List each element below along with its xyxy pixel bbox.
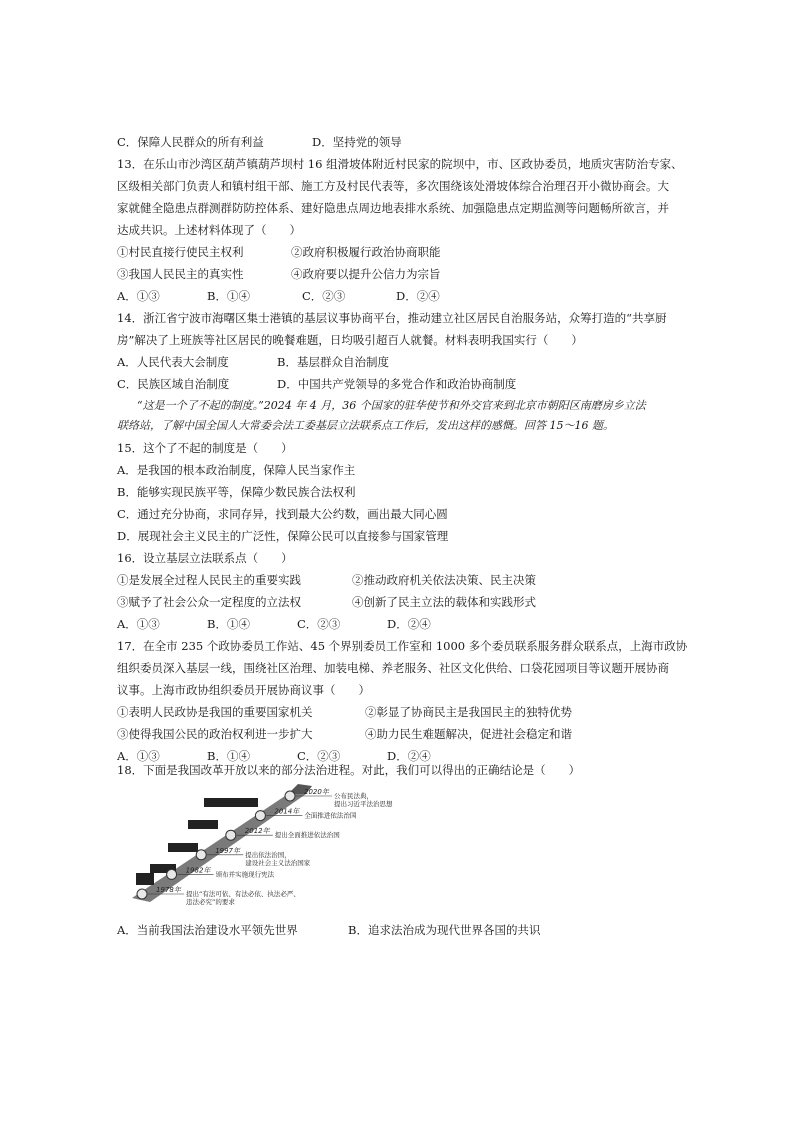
- timeline-caption: 建设社会主义法治国家: [245, 858, 311, 867]
- q15-option-b: B．能够实现民族平等，保障少数民族合法权利: [117, 485, 356, 499]
- timeline-tag: [188, 820, 218, 829]
- q13-choice-b: B．①④: [207, 289, 250, 303]
- timeline-year: 1978年: [156, 886, 181, 894]
- q17-item-3: ③使得我国公民的政治权利进一步扩大: [117, 727, 313, 741]
- q16-choice-d: D．②④: [387, 617, 431, 631]
- timeline-year: 2012年: [244, 827, 270, 836]
- q17-stem-line-3: 议事。上海市政协组织委员开展协商议事（ ）: [117, 683, 370, 697]
- timeline-tag: [136, 873, 154, 885]
- q18-option-b: B．追求法治成为现代世界各国的共识: [348, 923, 541, 937]
- q15-option-c: C．通过充分协商，求同存异，找到最大公约数，画出最大同心圆: [117, 507, 448, 521]
- q13-choice-c: C．②③: [302, 289, 346, 303]
- q17-item-4: ④助力民生难题解决，促进社会稳定和谐: [365, 727, 572, 741]
- timeline-caption: 提出习近平法治思想: [334, 800, 393, 808]
- q16-item-2: ②推动政府机关依法决策、民主决策: [352, 573, 536, 587]
- q12-option-c: C．保障人民群众的所有利益: [117, 135, 264, 149]
- timeline-year: 1997年: [215, 846, 241, 855]
- q18-option-a: A．当前我国法治建设水平领先世界: [117, 923, 298, 937]
- q17-stem-line-2: 组织委员深入基层一线，围绕社区治理、加装电梯、养老服务、社区文化供给、口袋花园项目等议题开展协商: [117, 661, 669, 675]
- timeline-tag: [204, 798, 258, 807]
- q13-stem-line-4: 达成共识。上述材料体现了（ ）: [117, 223, 301, 237]
- timeline-node: [255, 811, 265, 821]
- timeline-caption: 全面推进依法治国: [304, 811, 357, 820]
- q17-item-1: ①表明人民政协是我国的重要国家机关: [117, 705, 313, 719]
- q14-option-b: B．基层群众自治制度: [277, 355, 389, 369]
- q13-item-2: ②政府积极履行政治协商职能: [291, 245, 441, 259]
- q14-option-a: A．人民代表大会制度: [117, 355, 229, 369]
- q14-option-d: D．中国共产党领导的多党合作和政治协商制度: [277, 377, 517, 391]
- q16-choice-b: B．①④: [207, 617, 250, 631]
- q16-stem: 16．设立基层立法联系点（ ）: [117, 551, 293, 565]
- q13-item-1: ①村民直接行使民主权利: [117, 245, 244, 259]
- q18-stem: 18．下面是我国改革开放以来的部分法治进程。对此，我们可以得出的正确结论是（ ）: [117, 763, 581, 777]
- q13-choice-a: A．①③: [117, 289, 160, 303]
- q16-item-1: ①是发展全过程人民民主的重要实践: [117, 573, 301, 587]
- q14-stem-line-1: 14．浙江省宁波市海曙区集士港镇的基层议事协商平台，推动建立社区居民自治服务站，众筹打造的“共享厨: [117, 311, 667, 325]
- q15-option-d: D．展现社会主义民主的广泛性，保障公民可以直接参与国家管理: [117, 529, 449, 543]
- timeline-year: 2014年: [274, 807, 300, 816]
- q17-stem-line-1: 17．在全市 235 个政协委员工作站、45 个界别委员工作室和 1000 多个委员联系服务群众联系点，上海市政协: [117, 639, 688, 653]
- timeline-node: [137, 889, 147, 899]
- q13-stem-line-2: 区级相关部门负责人和镇村组干部、施工方及村民代表等，多次围绕该处滑坡体综合治理召开小微协商会。大: [117, 179, 669, 193]
- q17-choice-c: C．②③: [297, 749, 341, 763]
- timeline-tag: [168, 843, 198, 852]
- q16-choice-a: A．①③: [117, 617, 160, 631]
- q17-choice-a: A．①③: [117, 749, 160, 763]
- timeline-year: 1982年: [185, 866, 211, 875]
- q16-item-4: ④创新了民主立法的载体和实践形式: [352, 595, 536, 609]
- material-line-2: 联络站，了解中国全国人大常委会法工委基层立法联系点工作后，发出这样的感慨。回答 15～16 题。: [117, 419, 614, 432]
- q13-item-4: ④政府要以提升公信力为宗旨: [291, 267, 441, 281]
- q12-option-d: D．坚持党的领导: [312, 135, 402, 149]
- q16-item-3: ③赋予了社会公众一定程度的立法权: [117, 595, 301, 609]
- q15-stem: 15．这个了不起的制度是（ ）: [117, 441, 293, 455]
- q13-item-3: ③我国人民民主的真实性: [117, 267, 244, 281]
- timeline-node: [285, 791, 295, 801]
- material-line-1: “这是一个了不起的制度。”2024 年 4 月，36 个国家的驻华使节和外交官来到北京市朝阳区南磨房乡立法: [137, 399, 646, 412]
- timeline-node: [226, 830, 236, 840]
- q17-choice-b: B．①④: [207, 749, 250, 763]
- timeline-caption: 提出全面推进依法治国: [274, 831, 340, 840]
- timeline-node: [167, 869, 177, 879]
- timeline-caption: 提出依法治国，: [245, 850, 291, 859]
- rule-of-law-timeline: [128, 780, 418, 915]
- q14-option-c: C．民族区域自治制度: [117, 377, 230, 391]
- timeline-caption: 公布民法典，: [334, 792, 373, 800]
- q15-option-a: A．是我国的根本政治制度，保障人民当家作主: [117, 463, 356, 477]
- q13-stem-line-1: 13．在乐山市沙湾区葫芦镇葫芦坝村 16 组滑坡体附近村民家的院坝中，市、区政协委员，地质灾害防治专家、: [117, 157, 683, 171]
- q14-stem-line-2: 房”解决了上班族等社区居民的晚餐难题，日均吸引超百人就餐。材料表明我国实行（ ）: [117, 333, 583, 347]
- timeline-node: [196, 850, 206, 860]
- timeline-caption: 颁布并实施现行宪法: [215, 870, 275, 879]
- q17-choice-d: D．②④: [387, 749, 431, 763]
- q13-stem-line-3: 家就健全隐患点群测群防防控体系、建好隐患点周边地表排水系统、加强隐患点定期监测等问题畅所欲言，并: [117, 201, 669, 215]
- q16-choice-c: C．②③: [297, 617, 341, 631]
- timeline-caption: 提出“有法可依、有法必依、执法必严、: [186, 890, 300, 898]
- q13-choice-d: D．②④: [396, 289, 440, 303]
- timeline-year: 2020年: [304, 788, 329, 796]
- q17-item-2: ②彰显了协商民主是我国民主的独特优势: [365, 705, 572, 719]
- timeline-caption: 违法必究”的要求: [186, 898, 235, 906]
